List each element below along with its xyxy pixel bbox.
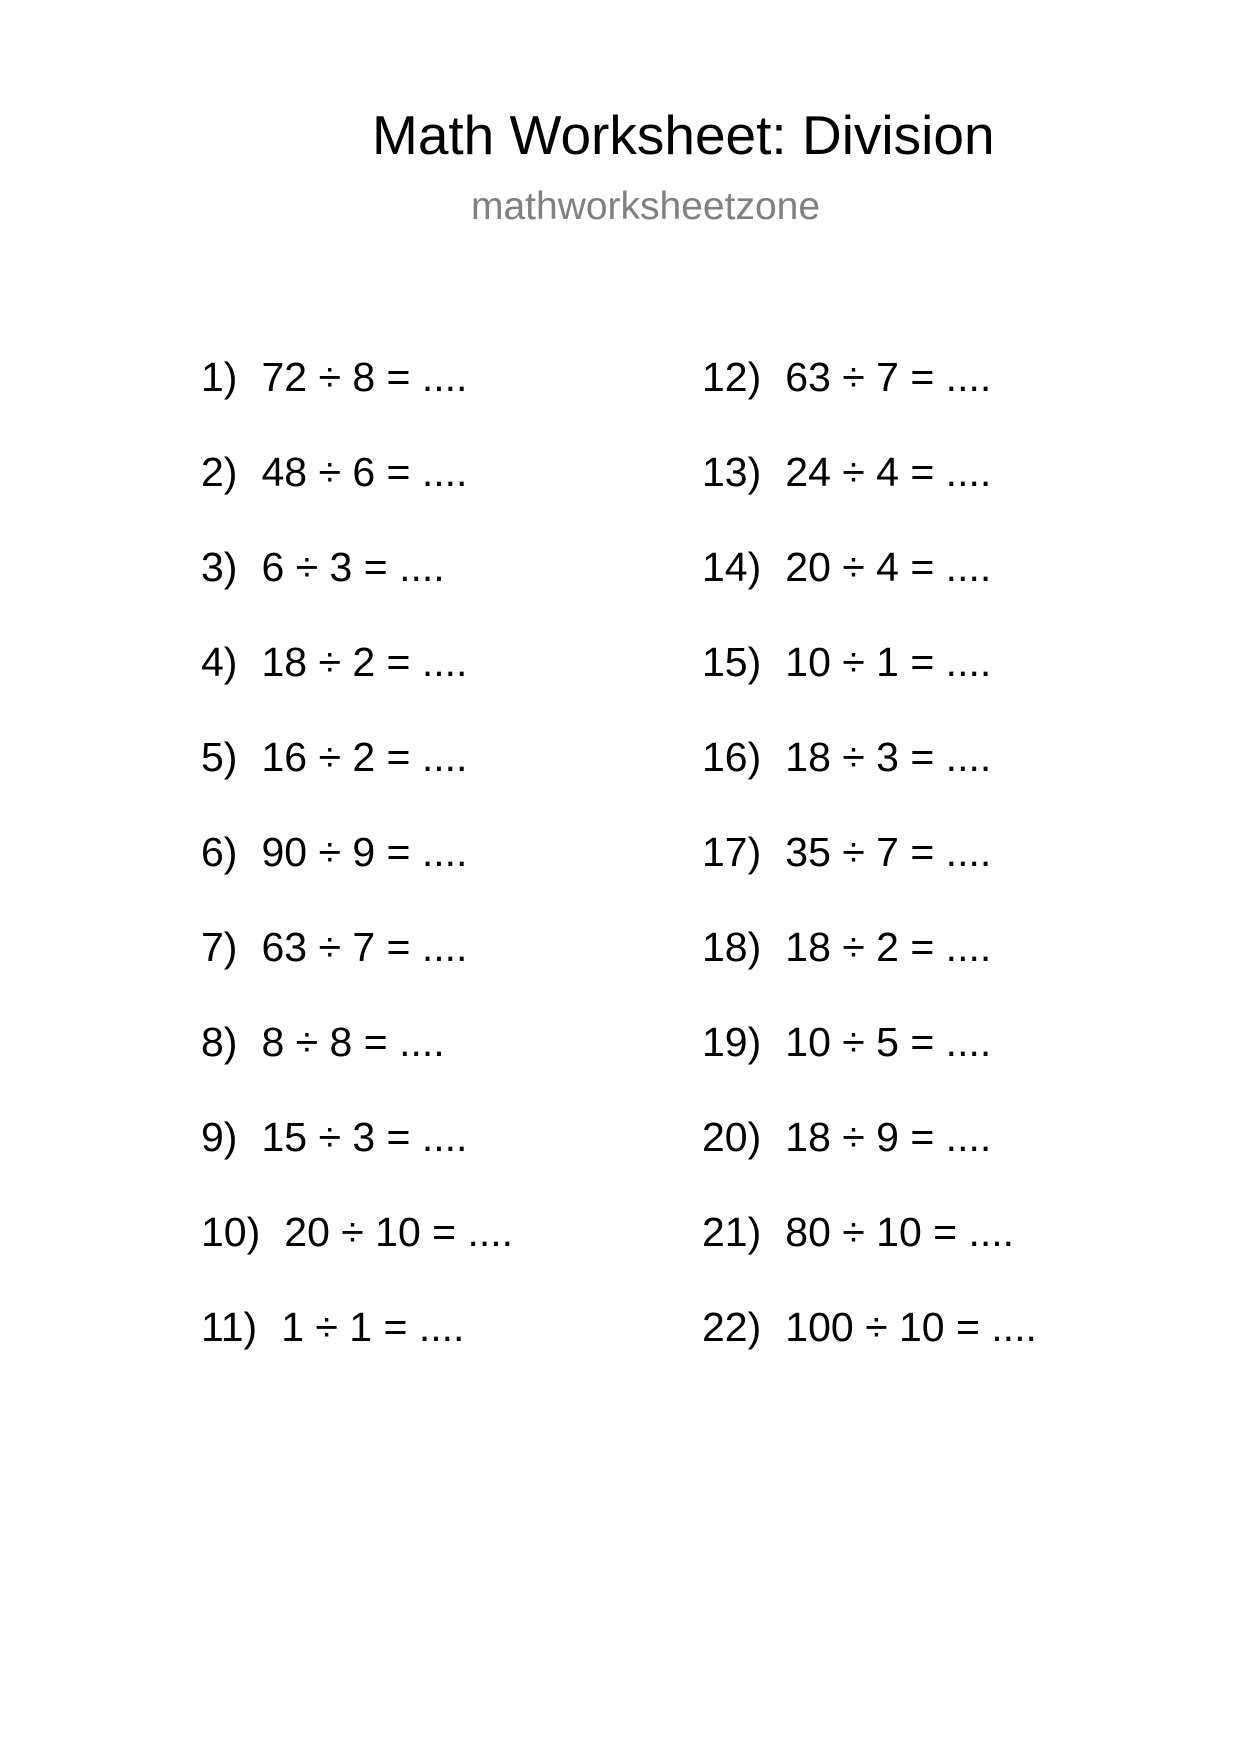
problem-number: 14) (702, 544, 762, 590)
problem-expression: 72 ÷ 8 = .... (261, 354, 468, 400)
problem-expression: 15 ÷ 3 = .... (261, 1114, 468, 1160)
problem-number: 3) (201, 544, 238, 590)
problem-item (702, 730, 1037, 825)
problem-number: 12) (702, 354, 762, 400)
problem-expression: 18 ÷ 9 = .... (785, 1114, 992, 1160)
problem-list-left (201, 350, 513, 1395)
problem-expression: 63 ÷ 7 = .... (261, 924, 468, 970)
problem-expression: 20 ÷ 4 = .... (785, 544, 992, 590)
problem-item (201, 730, 513, 825)
problem-expression: 10 ÷ 1 = .... (785, 639, 992, 685)
problem-number: 19) (702, 1019, 762, 1065)
problem-expression: 63 ÷ 7 = .... (785, 354, 992, 400)
worksheet-title: Math Worksheet: Division (372, 104, 995, 166)
problem-item (201, 920, 513, 1015)
problem-number: 21) (702, 1209, 762, 1255)
problem-number: 1) (201, 354, 238, 400)
problem-number: 4) (201, 639, 238, 685)
problem-expression: 16 ÷ 2 = .... (261, 734, 468, 780)
problem-item (201, 350, 513, 445)
problem-item (702, 350, 1037, 445)
problem-number: 13) (702, 449, 762, 495)
problem-item (201, 1015, 513, 1110)
problem-expression: 20 ÷ 10 = .... (284, 1209, 514, 1255)
problem-number: 15) (702, 639, 762, 685)
problem-item (702, 825, 1037, 920)
problem-expression: 8 ÷ 8 = .... (261, 1019, 445, 1065)
problem-number: 9) (201, 1114, 238, 1160)
problem-expression: 18 ÷ 2 = .... (785, 924, 992, 970)
problem-item (201, 1110, 513, 1205)
problem-item (702, 1110, 1037, 1205)
problem-item (201, 1300, 513, 1395)
problem-expression: 90 ÷ 9 = .... (261, 829, 468, 875)
problem-item (702, 1205, 1037, 1300)
problem-item (702, 1015, 1037, 1110)
problem-item (201, 635, 513, 730)
problem-expression: 10 ÷ 5 = .... (785, 1019, 992, 1065)
problem-number: 5) (201, 734, 238, 780)
problem-expression: 18 ÷ 2 = .... (261, 639, 468, 685)
problem-number: 20) (702, 1114, 762, 1160)
problem-item (702, 1300, 1037, 1395)
problem-item (702, 920, 1037, 1015)
problem-number: 11) (201, 1304, 258, 1350)
problem-number: 6) (201, 829, 238, 875)
problem-expression: 48 ÷ 6 = .... (261, 449, 468, 495)
problem-number: 10) (201, 1209, 261, 1255)
problem-expression: 24 ÷ 4 = .... (785, 449, 992, 495)
problem-item (201, 540, 513, 635)
problem-list-right (702, 350, 1037, 1395)
problem-expression: 1 ÷ 1 = .... (281, 1304, 465, 1350)
problem-expression: 18 ÷ 3 = .... (785, 734, 992, 780)
problem-item (702, 540, 1037, 635)
problem-number: 2) (201, 449, 238, 495)
problem-number: 16) (702, 734, 762, 780)
problem-item (201, 825, 513, 920)
problem-number: 7) (201, 924, 238, 970)
problem-expression: 100 ÷ 10 = .... (785, 1304, 1037, 1350)
problem-item (201, 445, 513, 540)
problem-expression: 6 ÷ 3 = .... (261, 544, 445, 590)
problem-item (702, 445, 1037, 540)
problem-number: 18) (702, 924, 762, 970)
problem-expression: 35 ÷ 7 = .... (785, 829, 992, 875)
problem-number: 22) (702, 1304, 762, 1350)
problem-expression: 80 ÷ 10 = .... (785, 1209, 1015, 1255)
problem-number: 17) (702, 829, 762, 875)
worksheet-source: mathworksheetzone (471, 185, 821, 228)
problem-item (201, 1205, 513, 1300)
problem-number: 8) (201, 1019, 238, 1065)
problem-item (702, 635, 1037, 730)
